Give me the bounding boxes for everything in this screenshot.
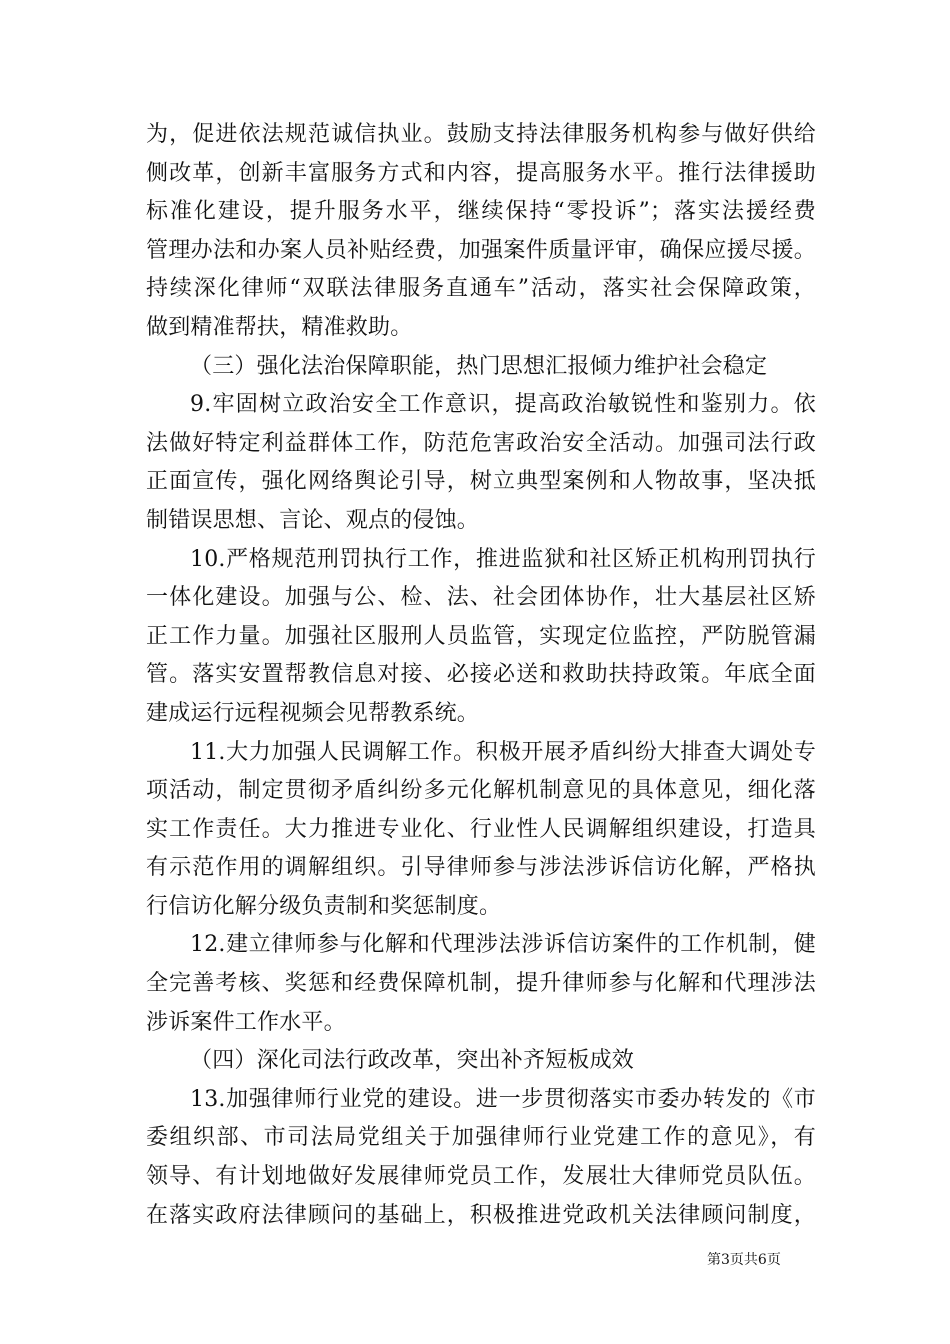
text-line: 正工作力量。加强社区服刑人员监管，实现定位监控，严防脱管漏 (146, 623, 816, 649)
paragraph-11-start: 11.大力加强人民调解工作。积极开展矛盾纠纷大排查大调处专 (190, 739, 816, 765)
text-line: 有示范作用的调解组织。引导律师参与涉法涉诉信访化解，严格执 (146, 855, 816, 881)
text-line: 涉诉案件工作水平。 (146, 1009, 346, 1035)
text-line: 持续深化律师“双联法律服务直通车”活动，落实社会保障政策， (146, 276, 816, 302)
text-line: 侧改革，创新丰富服务方式和内容，提高服务水平。推行法律援助 (146, 160, 816, 186)
text-line: 项活动，制定贯彻矛盾纠纷多元化解机制意见的具体意见，细化落 (146, 778, 816, 804)
text-line: 正面宣传，强化网络舆论引导，树立典型案例和人物故事，坚决抵 (146, 469, 816, 495)
text-line: 一体化建设。加强与公、检、法、社会团体协作，壮大基层社区矫 (146, 585, 816, 611)
text-line: 为，促进依法规范诚信执业。鼓励支持法律服务机构参与做好供给 (146, 122, 816, 147)
section-heading-4: （四）深化司法行政改革，突出补齐短板成效 (190, 1048, 635, 1074)
paragraph-12-start: 12.建立律师参与化解和代理涉法涉诉信访案件的工作机制，健 (190, 932, 816, 958)
text-line: 委组织部、市司法局党组关于加强律师行业党建工作的意见》，有 (146, 1125, 816, 1151)
text-line: 标准化建设，提升服务水平，继续保持“零投诉”；落实法援经费 (146, 199, 816, 225)
text-line: 行信访化解分级负责制和奖惩制度。 (146, 893, 502, 919)
text-line: 在落实政府法律顾问的基础上，积极推进党政机关法律顾问制度， (146, 1202, 816, 1228)
text-line: 管。落实安置帮教信息对接、必接必送和救助扶持政策。年底全面 (146, 662, 816, 688)
paragraph-13-start: 13.加强律师行业党的建设。进一步贯彻落实市委办转发的《市 (190, 1086, 816, 1112)
text-line: 实工作责任。大力推进专业化、行业性人民调解组织建设，打造具 (146, 816, 816, 842)
text-line: 法做好特定利益群体工作，防范危害政治安全活动。加强司法行政 (146, 430, 816, 456)
section-heading-3: （三）强化法治保障职能，热门思想汇报倾力维护社会稳定 (190, 353, 768, 379)
text-line: 全完善考核、奖惩和经费保障机制，提升律师参与化解和代理涉法 (146, 971, 816, 997)
text-line: 制错误思想、言论、观点的侵蚀。 (146, 507, 480, 533)
page-number: 第3页共6页 (707, 1252, 781, 1268)
paragraph-9-start: 9.牢固树立政治安全工作意识，提高政治敏锐性和鉴别力。依 (190, 392, 816, 418)
body-text (146, 116, 816, 1235)
paragraph-10-start: 10.严格规范刑罚执行工作，推进监狱和社区矫正机构刑罚执行 (190, 546, 816, 572)
text-line: 领导、有计划地做好发展律师党员工作，发展壮大律师党员队伍。 (146, 1164, 816, 1190)
text-line: 做到精准帮扶，精准救助。 (146, 314, 413, 340)
text-line: 管理办法和办案人员补贴经费，加强案件质量评审，确保应援尽援。 (146, 237, 816, 263)
text-line: 建成运行远程视频会见帮教系统。 (146, 700, 480, 726)
